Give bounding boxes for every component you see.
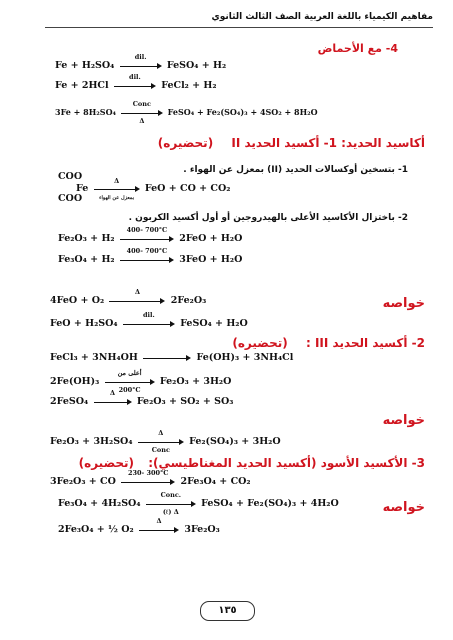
page-number: ١٣٥ — [200, 601, 255, 621]
reaction-arrow: Δ — [94, 398, 132, 406]
reaction-arrow: 400- 700°C — [120, 235, 174, 243]
equation-fecl3-nh4oh: FeCl₃ + 3NH₄OH Fe(OH)₃ + 3NH₄Cl — [50, 352, 294, 363]
equation-fe-h2so4: Fe + H₂SO₄ dil. FeSO₄ + H₂ — [55, 52, 227, 71]
reaction-arrow: Δ بمعزل عن الهواء — [94, 185, 140, 193]
oxalate-coo-bottom: COO — [58, 193, 83, 204]
equation-feo-o2: 4FeO + O₂ Δ 2Fe₂O₃ — [50, 287, 207, 306]
reaction-arrow: dil. — [123, 320, 175, 328]
oxide3-title: 2- أكسيد الحديد III : (تحضيره) — [232, 336, 425, 350]
equation-fe-oh-3: 2Fe(OH)₃ أعلى من 200°C Fe₂O₃ + 3H₂O — [50, 368, 232, 394]
equation-fe2o3-h2so4: Fe₂O₃ + 3H₂SO₄ Δ Conc Fe₂(SO₄)₃ + 3H₂O — [50, 428, 281, 454]
reaction-arrow: Conc Δ — [121, 109, 163, 117]
reaction-arrow: Conc. (ℓ) Δ — [146, 500, 196, 508]
properties-fe3o4-title: خواصه — [382, 500, 425, 515]
page-header: مفاهيم الكيمياء باللغة العربية الصف الثالث الثانوي — [211, 12, 433, 22]
equation-fe3o4-h2: Fe₃O₄ + H₂ 400- 700°C 3FeO + H₂O — [58, 246, 243, 265]
oxalate-coo-top: COO — [58, 171, 83, 182]
equation-fe3o4-o2: 2Fe₃O₄ + ½ O₂ Δ 3Fe₂O₃ — [58, 516, 220, 535]
oxalate-equation — [58, 172, 230, 204]
equation-feso4-heat: 2FeSO₄ Δ Fe₂O₃ + SO₂ + SO₃ — [50, 388, 234, 407]
oxalate-fe: Fe Δ بمعزل عن الهواء FeO + CO + CO₂ — [76, 176, 231, 201]
equation-feo-h2so4: FeO + H₂SO₄ dil. FeSO₄ + H₂O — [50, 310, 248, 329]
reaction-arrow: 230- 300°C — [121, 478, 175, 486]
properties-fe2o3-title: خواصه — [382, 413, 425, 428]
equation-fe3o4-h2so4: Fe₃O₄ + 4H₂SO₄ Conc. (ℓ) Δ FeSO₄ + Fe₂(SO₄)₃ + 4H₂O — [58, 490, 339, 516]
reaction-arrow: 400- 700°C — [120, 256, 174, 264]
properties-feo-title: خواصه — [382, 296, 425, 311]
black-oxide-title: 3- الأكسيد الأسود (أكسيد الحديد المغناطيسي): (تحضيره) — [78, 456, 425, 470]
step1-text: 1- بتسخين أوكسالات الحديد (II) بمعزل عن الهواء . — [183, 165, 408, 175]
equation-fe2o3-h2: Fe₂O₃ + H₂ 400- 700°C 2FeO + H₂O — [58, 225, 243, 244]
equation-fe2o3-co: 3Fe₂O₃ + CO 230- 300°C 2Fe₃O₄ + CO₂ — [50, 468, 251, 487]
section-acids-title: 4- مع الأحماض — [317, 42, 398, 55]
reaction-arrow — [143, 354, 191, 362]
reaction-arrow: أعلى من 200°C — [105, 378, 155, 386]
step2-text: 2- باختزال الأكاسيد الأعلى بالهيدروجين أو أول أكسيد الكربون . — [128, 213, 408, 223]
reaction-arrow: Δ Conc — [138, 438, 184, 446]
equation-fe-conc-h2so4: 3Fe + 8H₂SO₄ Conc Δ FeSO₄ + Fe₂(SO₄)₃ + 4SO₂ + 8H₂O — [55, 100, 318, 125]
iron-oxides-title: أكاسيد الحديد: 1- أكسيد الحديد II (تحضيره) — [157, 136, 425, 150]
reaction-arrow: dil. — [120, 62, 162, 70]
header-divider — [45, 27, 433, 28]
reaction-arrow: Δ — [139, 526, 179, 534]
reaction-arrow: Δ — [109, 297, 165, 305]
equation-fe-hcl: Fe + 2HCl dil. FeCl₂ + H₂ — [55, 72, 217, 91]
reaction-arrow: dil. — [114, 82, 156, 90]
